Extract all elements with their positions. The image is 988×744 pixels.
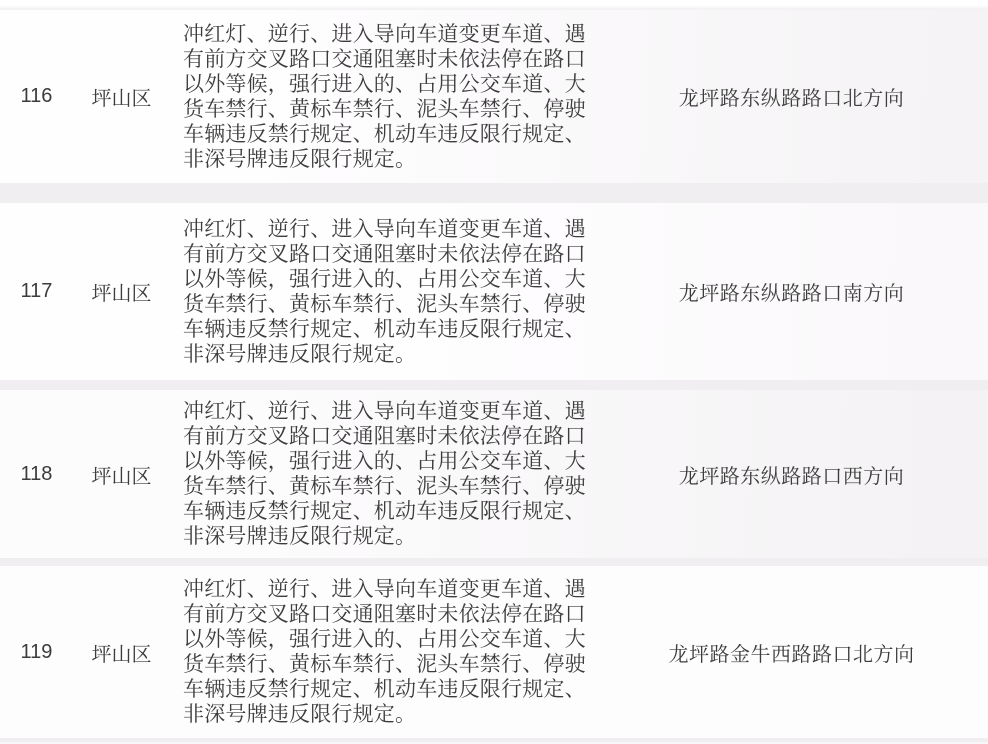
violation-line: 货车禁行、黄标车禁行、泥头车禁行、停驶 [183, 653, 586, 676]
row-violation-text [170, 399, 595, 549]
row-violation-text [170, 22, 595, 172]
row-district: 坪山区 [91, 465, 152, 488]
violation-line: 车辆违反禁行规定、机动车违反限行规定、 [183, 678, 586, 701]
violation-line: 有前方交叉路口交通阻塞时未依法停在路口 [183, 242, 586, 266]
violation-line: 以外等候，强行进入的、占用公交车道、大 [183, 628, 586, 651]
row-location: 龙坪路东纵路路口南方向 [678, 283, 905, 305]
row-number: 119 [20, 640, 53, 663]
table-bottom-divider [0, 738, 988, 744]
violation-line: 以外等候，强行进入的、占用公交车道、大 [183, 267, 586, 291]
row-divider [0, 380, 988, 390]
violation-line: 非深号牌违反限行规定。 [183, 342, 417, 366]
violation-line: 有前方交叉路口交通阻塞时未依法停在路口 [183, 603, 586, 626]
violation-line: 冲红灯、逆行、进入导向车道变更车道、遇 [183, 22, 586, 46]
violation-line: 车辆违反禁行规定、机动车违反限行规定、 [183, 122, 586, 146]
row-number: 116 [20, 85, 53, 107]
violation-line: 非深号牌违反限行规定。 [183, 525, 417, 548]
row-district: 坪山区 [91, 643, 152, 666]
row-location: 龙坪路金牛西路路口北方向 [668, 643, 915, 666]
violation-line: 冲红灯、逆行、进入导向车道变更车道、遇 [183, 217, 586, 241]
violation-line: 有前方交叉路口交通阻塞时未依法停在路口 [183, 425, 586, 448]
row-number: 117 [20, 280, 53, 302]
row-violation-text [170, 217, 595, 367]
violation-line: 车辆违反禁行规定、机动车违反限行规定、 [183, 500, 586, 523]
violation-line: 非深号牌违反限行规定。 [183, 703, 417, 726]
violation-line: 货车禁行、黄标车禁行、泥头车禁行、停驶 [183, 97, 586, 121]
row-violation-text [170, 577, 595, 727]
row-divider [0, 183, 988, 203]
violation-line: 货车禁行、黄标车禁行、泥头车禁行、停驶 [183, 475, 586, 498]
violation-line: 货车禁行、黄标车禁行、泥头车禁行、停驶 [183, 292, 586, 316]
row-location: 龙坪路东纵路路口北方向 [678, 88, 905, 110]
row-divider [0, 558, 988, 566]
row-location: 龙坪路东纵路路口西方向 [678, 465, 905, 488]
row-number: 118 [20, 462, 53, 485]
violation-line: 以外等候，强行进入的、占用公交车道、大 [183, 450, 586, 473]
table-row [0, 203, 988, 380]
table-row [0, 10, 988, 183]
violation-line: 冲红灯、逆行、进入导向车道变更车道、遇 [183, 578, 586, 601]
violation-line: 非深号牌违反限行规定。 [183, 147, 417, 171]
table-row [0, 566, 988, 738]
violation-line: 有前方交叉路口交通阻塞时未依法停在路口 [183, 47, 586, 71]
table-row [0, 390, 988, 558]
row-district: 坪山区 [91, 283, 152, 305]
row-district: 坪山区 [91, 88, 152, 110]
violation-line: 车辆违反禁行规定、机动车违反限行规定、 [183, 317, 586, 341]
violation-line: 冲红灯、逆行、进入导向车道变更车道、遇 [183, 400, 586, 423]
table-top-divider [0, 0, 988, 10]
violation-line: 以外等候，强行进入的、占用公交车道、大 [183, 72, 586, 96]
